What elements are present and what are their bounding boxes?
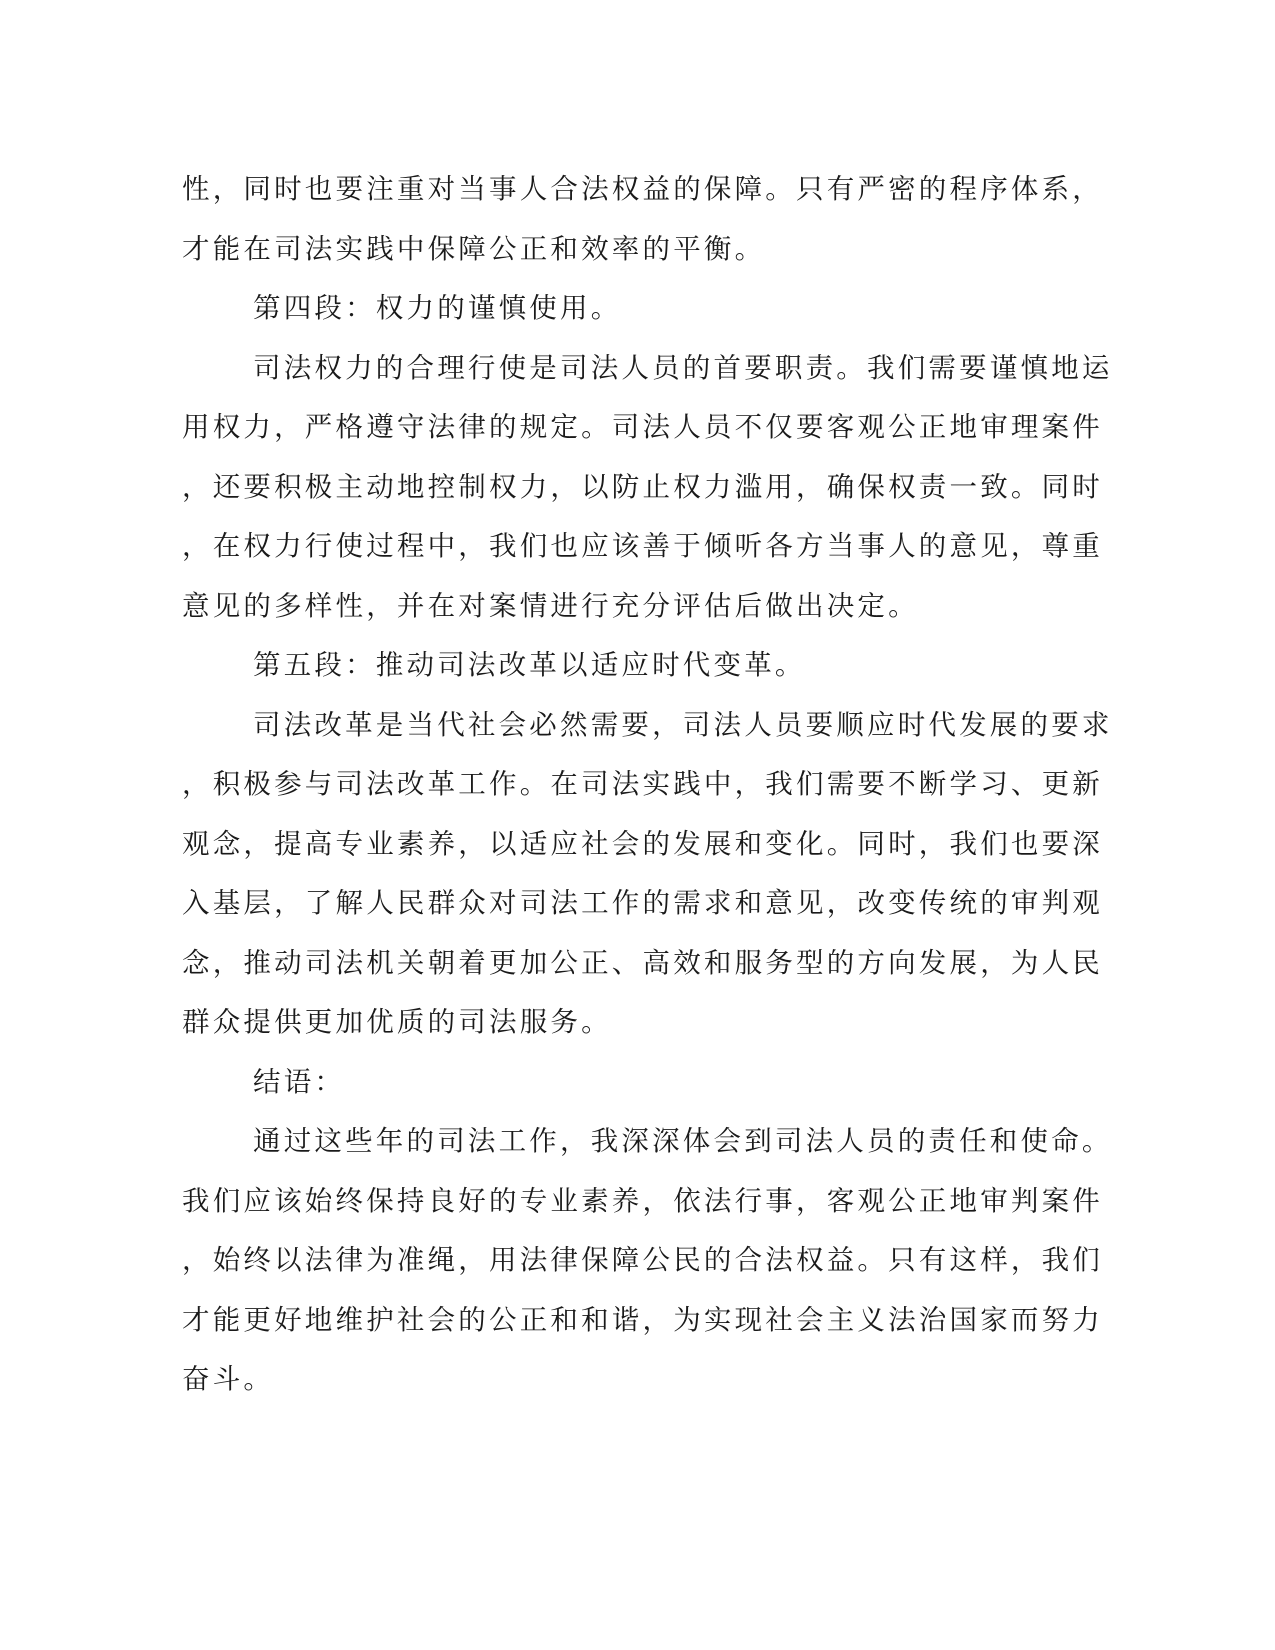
text-line: 观念，提高专业素养，以适应社会的发展和变化。同时，我们也要深 [182, 827, 1103, 860]
text-line: 司法改革是当代社会必然需要，司法人员要顺应时代发展的要求 [253, 708, 1113, 741]
conclusion-heading: 结语： [253, 1065, 346, 1098]
text-line: 奋斗。 [182, 1363, 275, 1395]
text-line: ，积极参与司法改革工作。在司法实践中，我们需要不断学习、更新 [182, 768, 1103, 800]
text-line: 性，同时也要注重对当事人合法权益的保障。只有严密的程序体系， [182, 173, 1103, 205]
text-line: 才能在司法实践中保障公正和效率的平衡。 [182, 232, 766, 265]
document-body [182, 160, 1113, 1410]
text-line: ，始终以法律为准绳，用法律保障公民的合法权益。只有这样，我们 [182, 1244, 1103, 1276]
text-line: 群众提供更加优质的司法服务。 [182, 1006, 612, 1038]
text-line: 通过这些年的司法工作，我深深体会到司法人员的责任和使命。 [253, 1125, 1113, 1157]
text-line: 念，推动司法机关朝着更加公正、高效和服务型的方向发展，为人民 [182, 946, 1103, 979]
text-line: 用权力，严格遵守法律的规定。司法人员不仅要客观公正地审理案件 [182, 411, 1103, 443]
text-line: ，还要积极主动地控制权力，以防止权力滥用，确保权责一致。同时 [182, 470, 1103, 503]
text-line: 入基层，了解人民群众对司法工作的需求和意见，改变传统的审判观 [182, 887, 1103, 919]
section-heading-5: 第五段：推动司法改革以适应时代变革。 [253, 649, 806, 681]
text-line: 意见的多样性，并在对案情进行充分评估后做出决定。 [182, 589, 919, 622]
text-line: 我们应该始终保持良好的专业素养，依法行事，客观公正地审判案件 [182, 1184, 1103, 1217]
text-line: 才能更好地维护社会的公正和和谐，为实现社会主义法治国家而努力 [182, 1303, 1103, 1336]
section-heading-4: 第四段：权力的谨慎使用。 [253, 292, 622, 324]
text-line: 司法权力的合理行使是司法人员的首要职责。我们需要谨慎地运 [253, 351, 1113, 384]
text-line: ，在权力行使过程中，我们也应该善于倾听各方当事人的意见，尊重 [182, 530, 1103, 562]
